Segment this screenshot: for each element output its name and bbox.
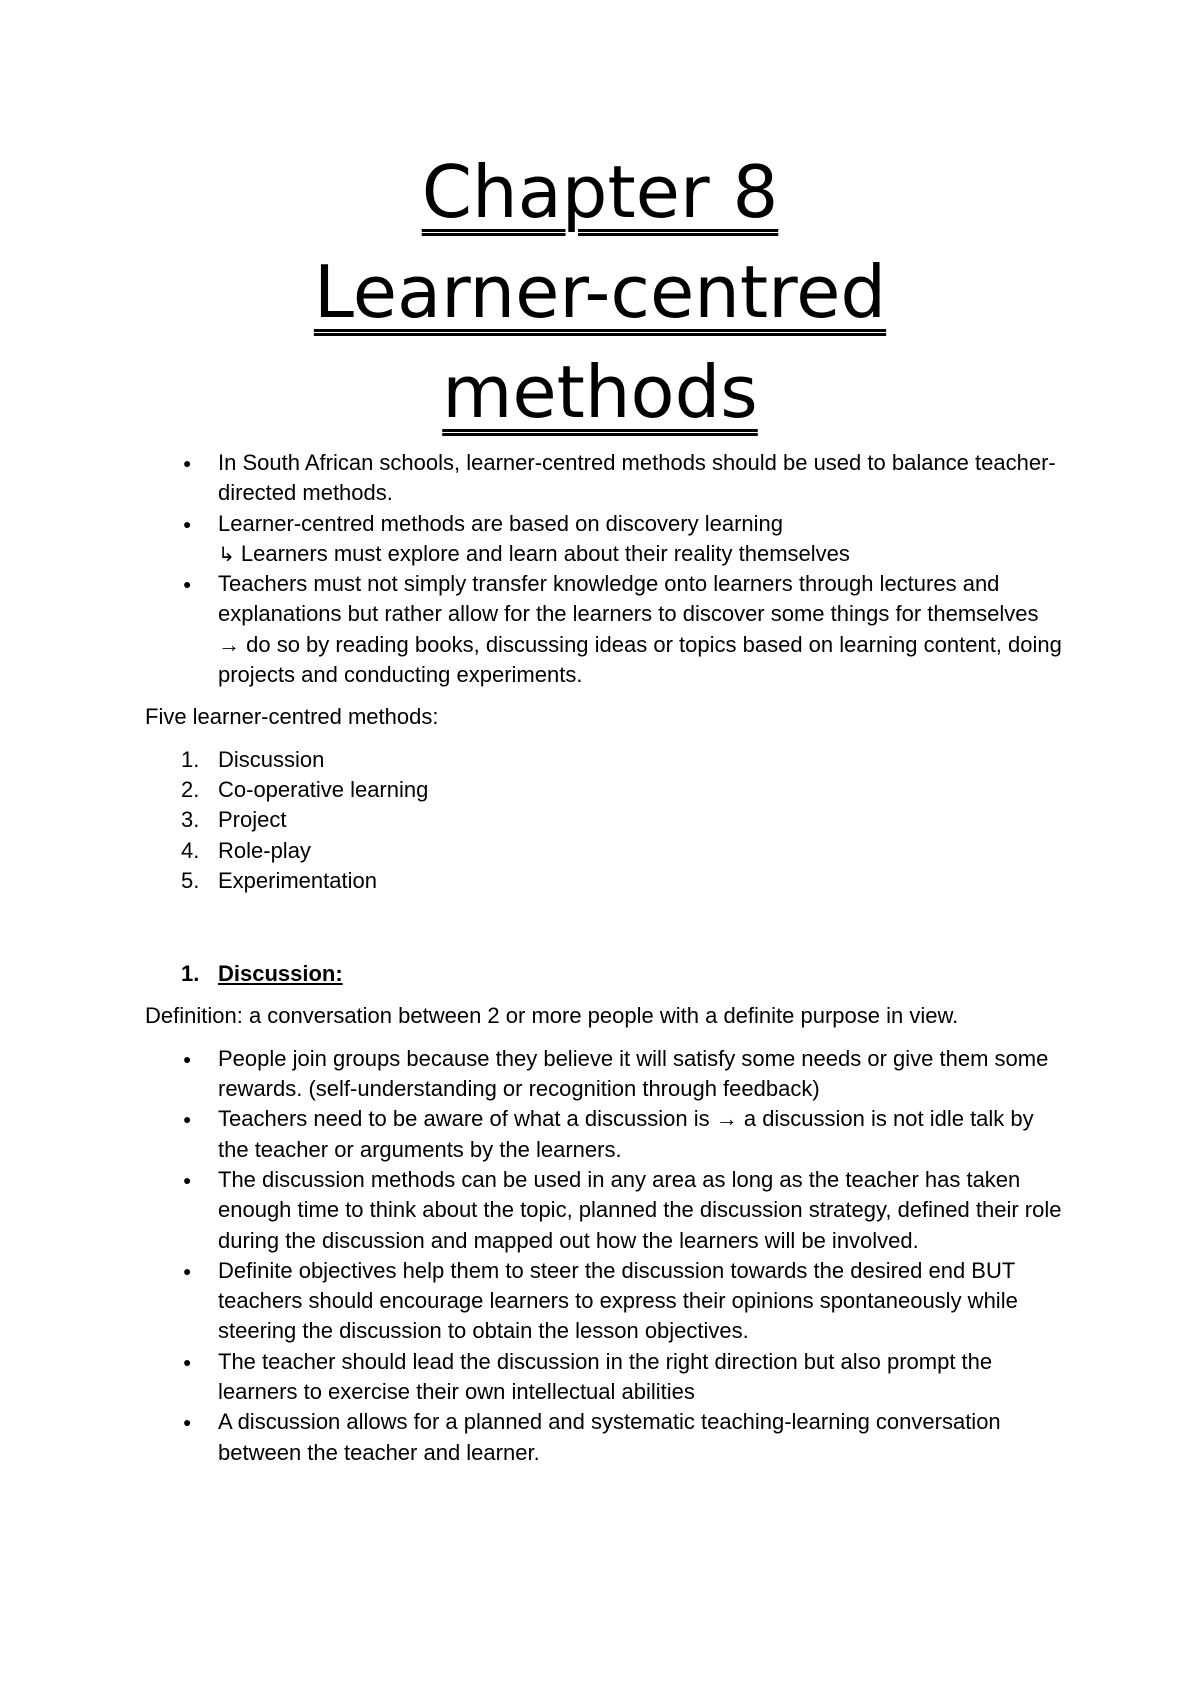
list-item: 4. Role-play xyxy=(181,837,311,863)
intro-bullet-list xyxy=(145,448,1065,690)
list-item: ● A discussion allows for a planned and systematic teaching-learning conversation between the teacher and learner. xyxy=(145,1407,1065,1468)
definition: Definition: a conversation between 2 or more people with a definite purpose in view. xyxy=(145,1003,959,1029)
methods-list xyxy=(145,745,1065,896)
list-item: ● The teacher should lead the discussion in the right direction but also prompt the learners to exercise their own intellectual abilities xyxy=(145,1347,1065,1408)
title-line-2: Learner-centred xyxy=(313,250,887,334)
list-item: ● In South African schools, learner-centred methods should be used to balance teacher-directed methods. xyxy=(145,448,1065,509)
list-item: ● Learner-centred methods are based on discovery learning ↳ Learners must explore and learn about their reality themselves xyxy=(145,509,1065,570)
list-item: 1. Discussion xyxy=(181,746,325,772)
document-body xyxy=(145,448,1065,1468)
list-item: ● People join groups because they believe it will satisfy some needs or give them some rewards. (self-understanding or recognition through feedback) xyxy=(145,1044,1065,1105)
list-item: 5. Experimentation xyxy=(181,867,377,893)
section-heading: 1. Discussion: xyxy=(181,961,343,987)
sub-point: ↳ Learners must explore and learn about their reality themselves xyxy=(218,540,850,566)
list-item: 2. Co-operative learning xyxy=(181,776,429,802)
page-title xyxy=(0,142,1200,442)
section-title: Discussion: xyxy=(218,961,343,987)
list-item: ● Teachers need to be aware of what a discussion is → a discussion is not idle talk by the teacher or arguments by the learners. xyxy=(145,1104,1065,1165)
methods-intro: Five learner-centred methods: xyxy=(145,704,439,730)
title-line-3: methods xyxy=(442,350,758,434)
list-item: 3. Project xyxy=(181,807,287,833)
list-item: ● Definite objectives help them to steer the discussion towards the desired end BUT teachers should encourage learners to express their opinions spontaneously while steering the discussion to obtain the lesson objectives. xyxy=(145,1256,1065,1347)
list-item: ● The discussion methods can be used in any area as long as the teacher has taken enough time to think about the topic, planned the discussion strategy, defined their role during the discussion and mapped out how the learners will be involved. xyxy=(145,1165,1065,1256)
list-item: ● Teachers must not simply transfer knowledge onto learners through lectures and explanations but rather allow for the learners to discover some things for themselves → do so by reading books, discussing ideas or topics based on learning content, doing projects and conducting experiments. xyxy=(145,569,1065,690)
arrow-down-right-icon: ↳ xyxy=(218,541,235,566)
discussion-bullet-list xyxy=(145,1044,1065,1468)
title-line-1: Chapter 8 xyxy=(421,150,779,234)
